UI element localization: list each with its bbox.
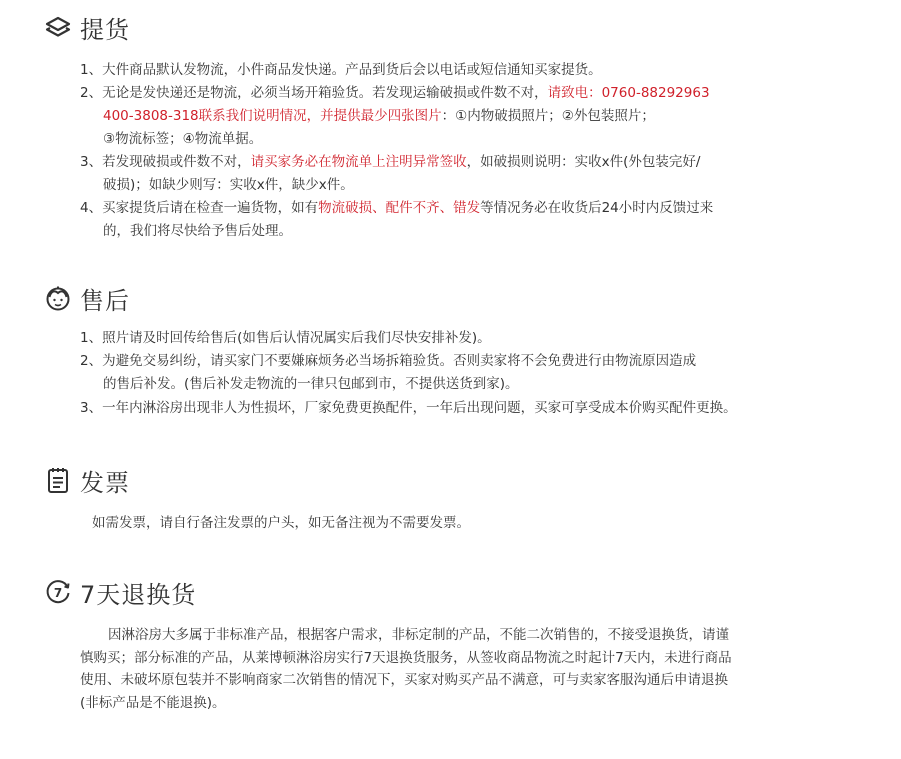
aftersale-item-2-cont: 的售后补发。(售后补发走物流的一律只包邮到市，不提供送货到家)。 xyxy=(103,376,519,392)
invoice-title: 发票 xyxy=(80,468,130,497)
seven-day-return-icon-glyph: 7 xyxy=(53,586,63,600)
pickup-item-2-cont xyxy=(103,105,655,127)
pickup-item-2-text: 2、无论是发快递还是物流，必须当场开箱验货。若发现运输破损或件数不对， xyxy=(80,85,548,101)
aftersale-title: 售后 xyxy=(80,286,130,315)
returns-line-2: 慎购买；部分标准的产品，从莱博顿淋浴房实行7天退换货服务，从签收商品物流之时起计7天内，未进行商品 xyxy=(80,650,732,666)
pickup-item-4-highlight: 物流破损、配件不齐、错发 xyxy=(318,200,481,216)
pickup-item-4-cont: 的，我们将尽快给予售后处理。 xyxy=(103,223,292,239)
pickup-item-4-text1: 4、买家提货后请在检查一遍货物，如有 xyxy=(80,200,319,216)
returns-line-1: 因淋浴房大多属于非标准产品，根据客户需求，非标定制的产品，不能二次销售的，不接受退换货，请谨 xyxy=(108,627,729,643)
pickup-item-3-text2: ，如破损则说明：实收x件(外包装完好/ xyxy=(466,154,701,170)
pickup-item-3-text1: 3、若发现破损或件数不对， xyxy=(80,154,251,170)
pickup-item-3-cont: 破损)；如缺少则写：实收x件，缺少x件。 xyxy=(103,177,354,193)
aftersale-item-3: 3、一年内淋浴房出现非人为性损坏，厂家免费更换配件，一年后出现问题，买家可享受成本价购买配件更换。 xyxy=(80,400,737,416)
pickup-hotline: 400-3808-318联系我们说明情况，并提供最少四张图片 xyxy=(103,108,442,124)
pickup-item-2-cont2: ③物流标签；④物流单据。 xyxy=(103,131,263,147)
aftersale-item-2: 2、为避免交易纠纷，请买家门不要嫌麻烦务必当场拆箱验货。否则卖家将不会免费进行由物流原因造成 xyxy=(80,353,697,369)
aftersale-item-1: 1、照片请及时回传给售后(如售后认情况属实后我们尽快安排补发)。 xyxy=(80,330,491,346)
aftersale-header xyxy=(44,281,130,315)
pickup-item-3 xyxy=(80,151,700,173)
seven-day-return-icon xyxy=(44,578,72,606)
pickup-item-4-text2: 等情况务必在收货后24小时内反馈过来 xyxy=(480,200,714,216)
clipboard-icon xyxy=(44,466,72,494)
pickup-item-3-highlight: 请买家务必在物流单上注明异常签收 xyxy=(250,154,467,170)
returns-header xyxy=(44,575,196,609)
invoice-text: 如需发票，请自行备注发票的户头，如无备注视为不需要发票。 xyxy=(92,515,470,531)
pickup-title: 提货 xyxy=(80,15,130,44)
pickup-phone: 请致电：0760-88292963 xyxy=(547,85,710,101)
returns-line-3: 使用、未破坏原包装并不影响商家二次销售的情况下，买家对购买产品不满意，可与卖家客服沟通后申请退换 xyxy=(80,672,728,688)
service-agent-icon xyxy=(44,284,72,312)
pickup-item-1: 1、大件商品默认发物流，小件商品发快递。产品到货后会以电话或短信通知买家提货。 xyxy=(80,62,602,78)
pickup-item-4 xyxy=(80,197,713,219)
pickup-header xyxy=(44,10,130,44)
pickup-item-2 xyxy=(80,82,710,104)
invoice-header xyxy=(44,463,130,497)
layers-icon xyxy=(44,13,72,41)
returns-line-4: (非标产品是不能退换)。 xyxy=(80,695,226,711)
returns-title: 7天退换货 xyxy=(80,580,197,609)
pickup-item-2-cont-text: ：①内物破损照片；②外包装照片； xyxy=(441,108,655,124)
